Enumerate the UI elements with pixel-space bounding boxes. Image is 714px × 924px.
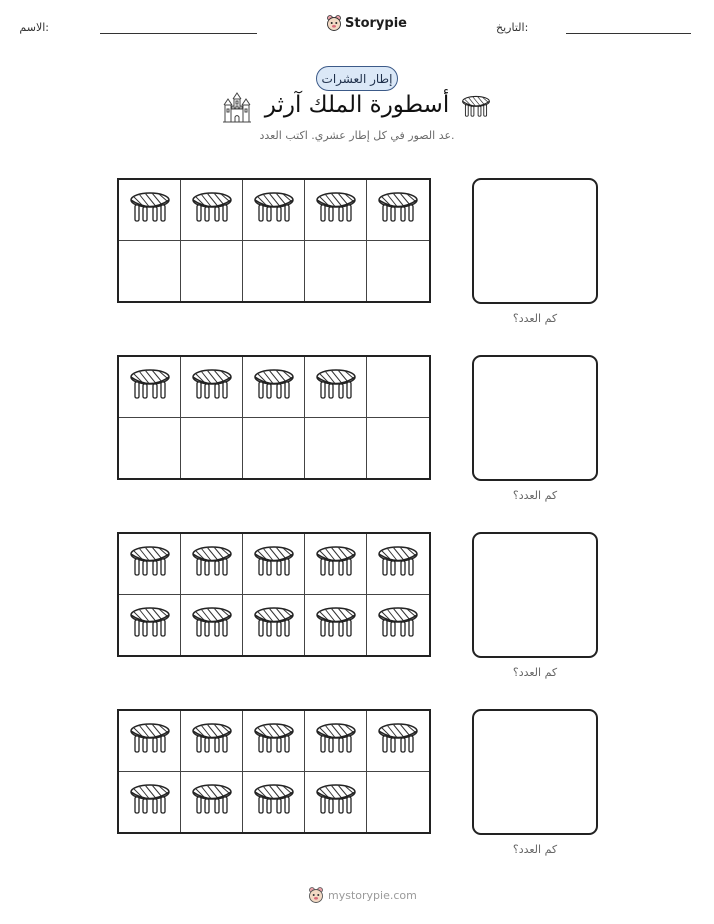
round-stool-icon — [253, 722, 295, 760]
round-stool-icon — [253, 191, 295, 229]
ten-frame-cell — [305, 595, 367, 656]
topic-badge: إطار العشرات — [316, 66, 398, 91]
round-stool-icon — [129, 606, 171, 644]
ten-frame-cell — [243, 418, 305, 479]
ten-frame-cell — [243, 772, 305, 833]
round-stool-icon — [377, 545, 419, 583]
ten-frame-cell — [181, 595, 243, 656]
round-stool-icon — [377, 606, 419, 644]
ten-frame-cell — [119, 418, 181, 479]
ten-frame-cell — [119, 241, 181, 302]
footer — [308, 884, 417, 906]
round-stool-icon — [191, 722, 233, 760]
ten-frame-cell — [243, 711, 305, 772]
ten-frame-cell — [181, 772, 243, 833]
name-write-line — [100, 33, 257, 34]
ten-frame-cell — [243, 357, 305, 418]
round-stool-icon — [129, 722, 171, 760]
ten-frame-cell — [367, 180, 429, 241]
ten-frame-cell — [367, 534, 429, 595]
ten-frame-cell — [181, 418, 243, 479]
ten-frame-cell — [119, 595, 181, 656]
ten-frame-cell — [181, 711, 243, 772]
ten-frame-cell — [305, 772, 367, 833]
round-stool-icon — [315, 368, 357, 406]
round-stool-icon — [253, 545, 295, 583]
round-stool-icon — [191, 191, 233, 229]
date-label: التاريخ: — [496, 21, 529, 34]
round-stool-icon — [129, 545, 171, 583]
round-stool-icon — [191, 783, 233, 821]
ten-frame-cell — [305, 534, 367, 595]
answer-box[interactable] — [472, 532, 598, 658]
ten-frame-cell — [305, 418, 367, 479]
ten-frame-cell — [305, 180, 367, 241]
round-stool-icon — [129, 368, 171, 406]
round-stool-icon — [315, 606, 357, 644]
ten-frame-cell — [243, 534, 305, 595]
ten-frame — [117, 532, 431, 657]
round-stool-icon — [129, 191, 171, 229]
brand-logo — [326, 13, 407, 33]
footer-url: mystorypie.com — [328, 888, 417, 902]
round-stool-icon — [315, 783, 357, 821]
round-stool-icon — [253, 783, 295, 821]
round-stool-icon — [191, 545, 233, 583]
round-stool-icon — [315, 191, 357, 229]
ten-frame-cell — [305, 711, 367, 772]
date-write-line — [566, 33, 691, 34]
ten-frame-cell — [119, 772, 181, 833]
ten-frame-cell — [367, 418, 429, 479]
ten-frame-cell — [367, 772, 429, 833]
round-stool-icon — [377, 722, 419, 760]
round-stool-icon — [191, 368, 233, 406]
round-stool-icon — [253, 606, 295, 644]
ten-frame-cell — [243, 241, 305, 302]
answer-prompt: كم العدد؟ — [512, 843, 558, 856]
ten-frame-cell — [243, 180, 305, 241]
ten-frame-cell — [119, 711, 181, 772]
ten-frame-cell — [367, 241, 429, 302]
ten-frame-cell — [367, 357, 429, 418]
ten-frame-cell — [305, 241, 367, 302]
answer-box[interactable] — [472, 178, 598, 304]
instructions: عد الصور في كل إطار عشري. اكتب العدد. — [259, 129, 455, 142]
answer-box[interactable] — [472, 355, 598, 481]
ten-frame-cell — [119, 357, 181, 418]
round-stool-icon — [191, 606, 233, 644]
answer-prompt: كم العدد؟ — [512, 489, 558, 502]
ten-frame-cell — [119, 180, 181, 241]
brand-name: Storypie — [345, 15, 407, 31]
round-stool-icon — [315, 545, 357, 583]
round-stool-icon — [377, 191, 419, 229]
ten-frame — [117, 355, 431, 480]
ten-frame-cell — [367, 711, 429, 772]
round-stool-icon — [460, 95, 492, 119]
round-stool-icon — [315, 722, 357, 760]
ten-frame-cell — [367, 595, 429, 656]
round-stool-icon — [253, 368, 295, 406]
round-stool-icon — [129, 783, 171, 821]
storypie-mascot-icon — [326, 14, 342, 32]
answer-box[interactable] — [472, 709, 598, 835]
storypie-mascot-icon — [308, 886, 324, 904]
ten-frame-cell — [181, 180, 243, 241]
ten-frame-cell — [181, 357, 243, 418]
worksheet-title: أسطورة الملك آرثر — [264, 92, 450, 118]
answer-prompt: كم العدد؟ — [512, 312, 558, 325]
ten-frame — [117, 178, 431, 303]
ten-frame-cell — [181, 241, 243, 302]
name-label: الاسم: — [19, 21, 49, 34]
answer-prompt: كم العدد؟ — [512, 666, 558, 679]
ten-frame-cell — [181, 534, 243, 595]
ten-frame-cell — [119, 534, 181, 595]
ten-frame — [117, 709, 431, 834]
ten-frame-cell — [305, 357, 367, 418]
ten-frame-cell — [243, 595, 305, 656]
